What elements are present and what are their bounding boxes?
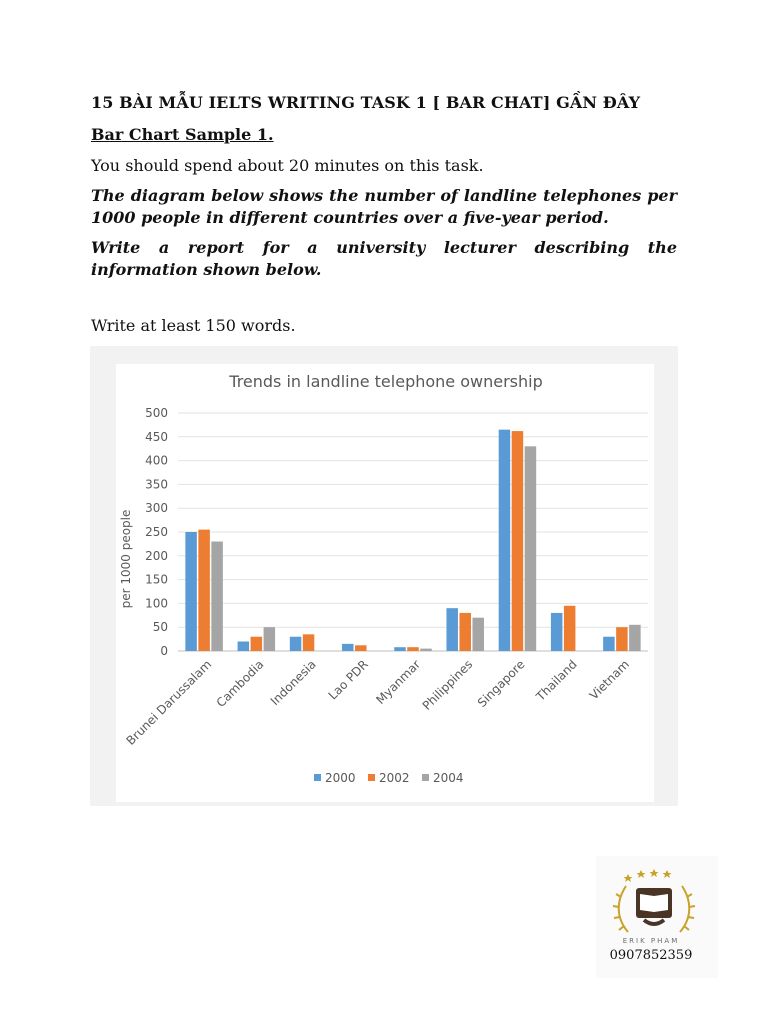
bar-2004 — [211, 542, 223, 651]
legend-label: 2002 — [379, 771, 410, 785]
bar-2004 — [629, 625, 641, 651]
brand-name: ERIK PHAM — [622, 937, 680, 945]
legend-label: 2004 — [433, 771, 464, 785]
bar-2000 — [551, 613, 563, 651]
y-tick-label: 450 — [145, 429, 168, 444]
word-count-instruction: Write at least 150 words. — [91, 316, 296, 335]
bar-2000 — [238, 641, 250, 651]
report-prompt: Write a report for a university lecturer describing the information shown below. — [91, 238, 677, 279]
bar-2002 — [198, 530, 210, 651]
x-tick-label: Singapore — [474, 657, 528, 710]
task-prompt: The diagram below shows the number of landline telephones per 1000 people in different countries over a five-year period. — [91, 186, 677, 227]
y-tick-label: 200 — [145, 548, 168, 563]
bar-2002 — [616, 627, 628, 651]
sample-heading: Bar Chart Sample 1. — [91, 125, 274, 144]
bar-2000 — [342, 644, 354, 651]
bar-2002 — [407, 647, 419, 651]
y-tick-label: 150 — [145, 572, 168, 587]
bar-2004 — [264, 627, 276, 651]
x-tick-label: Thailand — [533, 657, 580, 704]
bar-2002 — [459, 613, 471, 651]
x-tick-label: Myanmar — [373, 657, 424, 707]
x-tick-label: Philippines — [419, 657, 476, 713]
bar-2004 — [525, 446, 537, 651]
y-tick-label: 0 — [160, 644, 168, 658]
bar-2002 — [355, 645, 367, 651]
chart-title: Trends in landline telephone ownership — [229, 372, 543, 391]
brand-phone: 0907852359 — [609, 948, 693, 963]
bar-2002 — [303, 634, 315, 651]
x-tick-label: Indonesia — [267, 657, 319, 709]
x-tick-label: Vietnam — [586, 657, 633, 703]
task-instruction: You should spend about 20 minutes on this task. — [91, 156, 484, 175]
y-tick-label: 500 — [145, 406, 168, 420]
legend-swatch — [422, 774, 429, 781]
bar-2004 — [420, 649, 432, 651]
legend — [314, 771, 464, 785]
x-tick-label: Lao PDR — [325, 657, 371, 703]
bar-2000 — [603, 637, 615, 651]
x-tick-label: Brunei Darussalam — [123, 657, 215, 748]
bar-2002 — [512, 431, 524, 651]
y-tick-label: 350 — [145, 477, 168, 492]
legend-label: 2000 — [325, 771, 356, 785]
bar-2002 — [251, 637, 262, 651]
x-tick-label: Cambodia — [213, 657, 267, 711]
bar-2000 — [290, 637, 302, 651]
document-title: 15 BÀI MẪU IELTS WRITING TASK 1 [ BAR CHAT] GẦN ĐÂY — [91, 93, 641, 112]
bar-2004 — [472, 618, 484, 651]
y-tick-label: 250 — [145, 525, 168, 539]
y-tick-label: 50 — [152, 620, 168, 635]
bar-2000 — [394, 647, 406, 651]
bar-2000 — [185, 532, 197, 651]
y-tick-label: 100 — [145, 596, 168, 611]
bar-2000 — [499, 430, 511, 651]
bar-chart — [116, 364, 654, 802]
legend-swatch — [368, 774, 375, 781]
bar-2000 — [446, 608, 458, 651]
y-axis-label: per 1000 people — [119, 509, 133, 609]
bar-2002 — [564, 606, 576, 651]
y-tick-label: 300 — [145, 501, 168, 516]
y-tick-label: 400 — [145, 453, 168, 468]
legend-swatch — [314, 774, 321, 781]
